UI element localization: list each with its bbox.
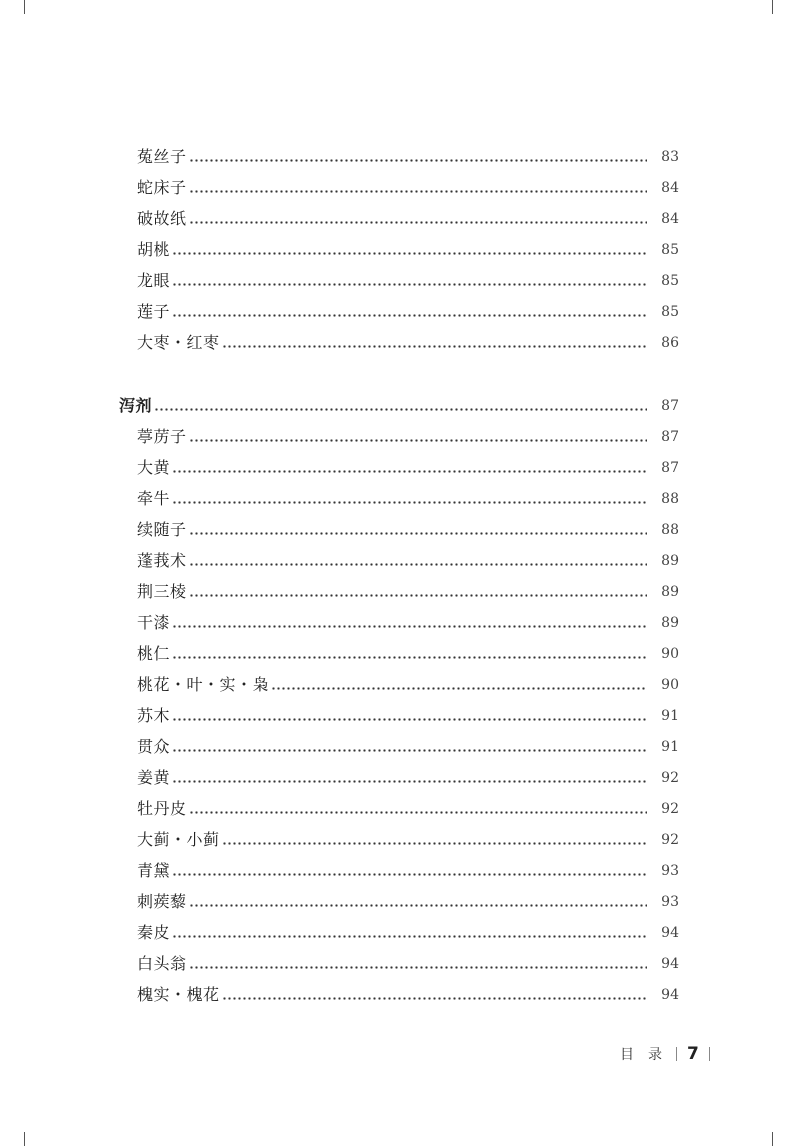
toc-entry[interactable] [137, 733, 679, 757]
toc-entry-title: 秦皮 [137, 923, 171, 942]
toc-entry[interactable] [137, 795, 679, 819]
toc-entry-page: 88 [661, 522, 679, 538]
dot-leader [189, 159, 647, 162]
toc-entry-page: 89 [661, 553, 679, 569]
toc-entry-page: 87 [661, 398, 679, 414]
toc-entry[interactable] [137, 454, 679, 478]
toc-entry[interactable] [137, 857, 679, 881]
toc-entry-title: 槐实・槐花 [137, 985, 220, 1004]
toc-entry-page: 91 [661, 708, 679, 724]
footer-divider [676, 1047, 677, 1061]
toc-entry-title: 大蓟・小蓟 [137, 830, 220, 849]
dot-leader [172, 501, 647, 504]
toc-entry[interactable] [137, 329, 679, 353]
toc-entry[interactable] [137, 205, 679, 229]
dot-leader [189, 904, 647, 907]
dot-leader [189, 221, 647, 224]
toc-entry[interactable] [137, 267, 679, 291]
toc-entry-title: 蛇床子 [137, 178, 187, 197]
toc-entry[interactable] [137, 826, 679, 850]
dot-leader [172, 470, 647, 473]
toc-entry[interactable] [137, 423, 679, 447]
toc-entry-title: 荆三棱 [137, 582, 187, 601]
toc-entry-title: 牵牛 [137, 489, 171, 508]
toc-entry-title: 刺蒺藜 [137, 892, 187, 911]
toc-entry-page: 90 [661, 677, 679, 693]
crop-mark-top-right [772, 0, 773, 14]
toc-entry-page: 94 [661, 925, 679, 941]
toc-entry-page: 94 [661, 956, 679, 972]
toc-entry-title: 姜黄 [137, 768, 171, 787]
toc-entry-page: 87 [661, 429, 679, 445]
dot-leader [172, 625, 647, 628]
dot-leader [172, 314, 647, 317]
toc-entry-page: 89 [661, 615, 679, 631]
toc-entry-title: 续随子 [137, 520, 187, 539]
dot-leader [172, 718, 647, 721]
toc-entry-title: 大黄 [137, 458, 171, 477]
toc-entry[interactable] [137, 174, 679, 198]
toc-entry[interactable] [137, 702, 679, 726]
toc-entry-page: 83 [661, 149, 679, 165]
toc-entry-page: 85 [661, 242, 679, 258]
page-footer [620, 1042, 720, 1066]
crop-mark-top-left [24, 0, 25, 14]
crop-mark-bottom-left [24, 1132, 25, 1146]
dot-leader [222, 345, 647, 348]
toc-entry-page: 84 [661, 180, 679, 196]
toc-entry-title: 大枣・红枣 [137, 333, 220, 352]
toc-entry-title: 贯众 [137, 737, 171, 756]
dot-leader [172, 656, 647, 659]
toc-entry-title: 莲子 [137, 302, 171, 321]
dot-leader [154, 408, 647, 411]
toc-entry[interactable] [137, 671, 679, 695]
toc-entry[interactable] [137, 981, 679, 1005]
toc-entry[interactable] [137, 143, 679, 167]
toc-entry[interactable] [137, 516, 679, 540]
dot-leader [189, 966, 647, 969]
dot-leader [189, 563, 647, 566]
toc-entry-page: 84 [661, 211, 679, 227]
footer-label: 目录 [620, 1047, 676, 1063]
dot-leader [172, 935, 647, 938]
toc-entry[interactable] [137, 298, 679, 322]
crop-mark-bottom-right [772, 1132, 773, 1146]
toc-entry-title: 桃花・叶・实・枭 [137, 675, 270, 694]
toc-entry-page: 91 [661, 739, 679, 755]
toc-entry-page: 93 [661, 863, 679, 879]
toc-entry-page: 90 [661, 646, 679, 662]
toc-entry-page: 88 [661, 491, 679, 507]
footer-page-number: 7 [687, 1044, 699, 1064]
dot-leader [172, 873, 647, 876]
toc-entry-page: 92 [661, 832, 679, 848]
toc-entry-page: 92 [661, 770, 679, 786]
toc-entry-title: 青黛 [137, 861, 171, 880]
toc-entry-title: 破故纸 [137, 209, 187, 228]
toc-entry[interactable] [137, 236, 679, 260]
toc-entry[interactable] [137, 888, 679, 912]
toc-entry-page: 93 [661, 894, 679, 910]
dot-leader [222, 997, 647, 1000]
toc-entry-page: 94 [661, 987, 679, 1003]
footer-divider-right [709, 1047, 710, 1061]
toc-entry[interactable] [137, 609, 679, 633]
toc-entry-page: 85 [661, 273, 679, 289]
toc-entry-title: 苏木 [137, 706, 171, 725]
toc-entry-title: 白头翁 [137, 954, 187, 973]
toc-entry[interactable] [137, 950, 679, 974]
toc-entry[interactable] [137, 547, 679, 571]
dot-leader [189, 532, 647, 535]
toc-entry-page: 85 [661, 304, 679, 320]
toc-entry[interactable] [137, 640, 679, 664]
dot-leader [172, 252, 647, 255]
dot-leader [222, 842, 647, 845]
toc-entry-title: 桃仁 [137, 644, 171, 663]
toc-entry[interactable] [137, 578, 679, 602]
toc-entry-page: 89 [661, 584, 679, 600]
toc-entry-title: 蓬莪术 [137, 551, 187, 570]
toc-entry-page: 86 [661, 335, 679, 351]
toc-entry[interactable] [137, 485, 679, 509]
toc-entry-page: 87 [661, 460, 679, 476]
toc-entry-title: 泻剂 [119, 396, 153, 415]
toc-entry-title: 牡丹皮 [137, 799, 187, 818]
toc-entry-title: 葶苈子 [137, 427, 187, 446]
toc-entry[interactable] [137, 919, 679, 943]
toc-entry-title: 龙眼 [137, 271, 171, 290]
toc-entry-page: 92 [661, 801, 679, 817]
dot-leader [189, 439, 647, 442]
toc-entry-title: 菟丝子 [137, 147, 187, 166]
toc-entry-title: 胡桃 [137, 240, 171, 259]
dot-leader [271, 687, 647, 690]
toc-entry-title: 干漆 [137, 613, 171, 632]
dot-leader [189, 594, 647, 597]
dot-leader [189, 811, 647, 814]
dot-leader [172, 780, 647, 783]
toc-section-heading[interactable] [119, 392, 679, 416]
dot-leader [189, 190, 647, 193]
dot-leader [172, 749, 647, 752]
toc-entry[interactable] [137, 764, 679, 788]
dot-leader [172, 283, 647, 286]
